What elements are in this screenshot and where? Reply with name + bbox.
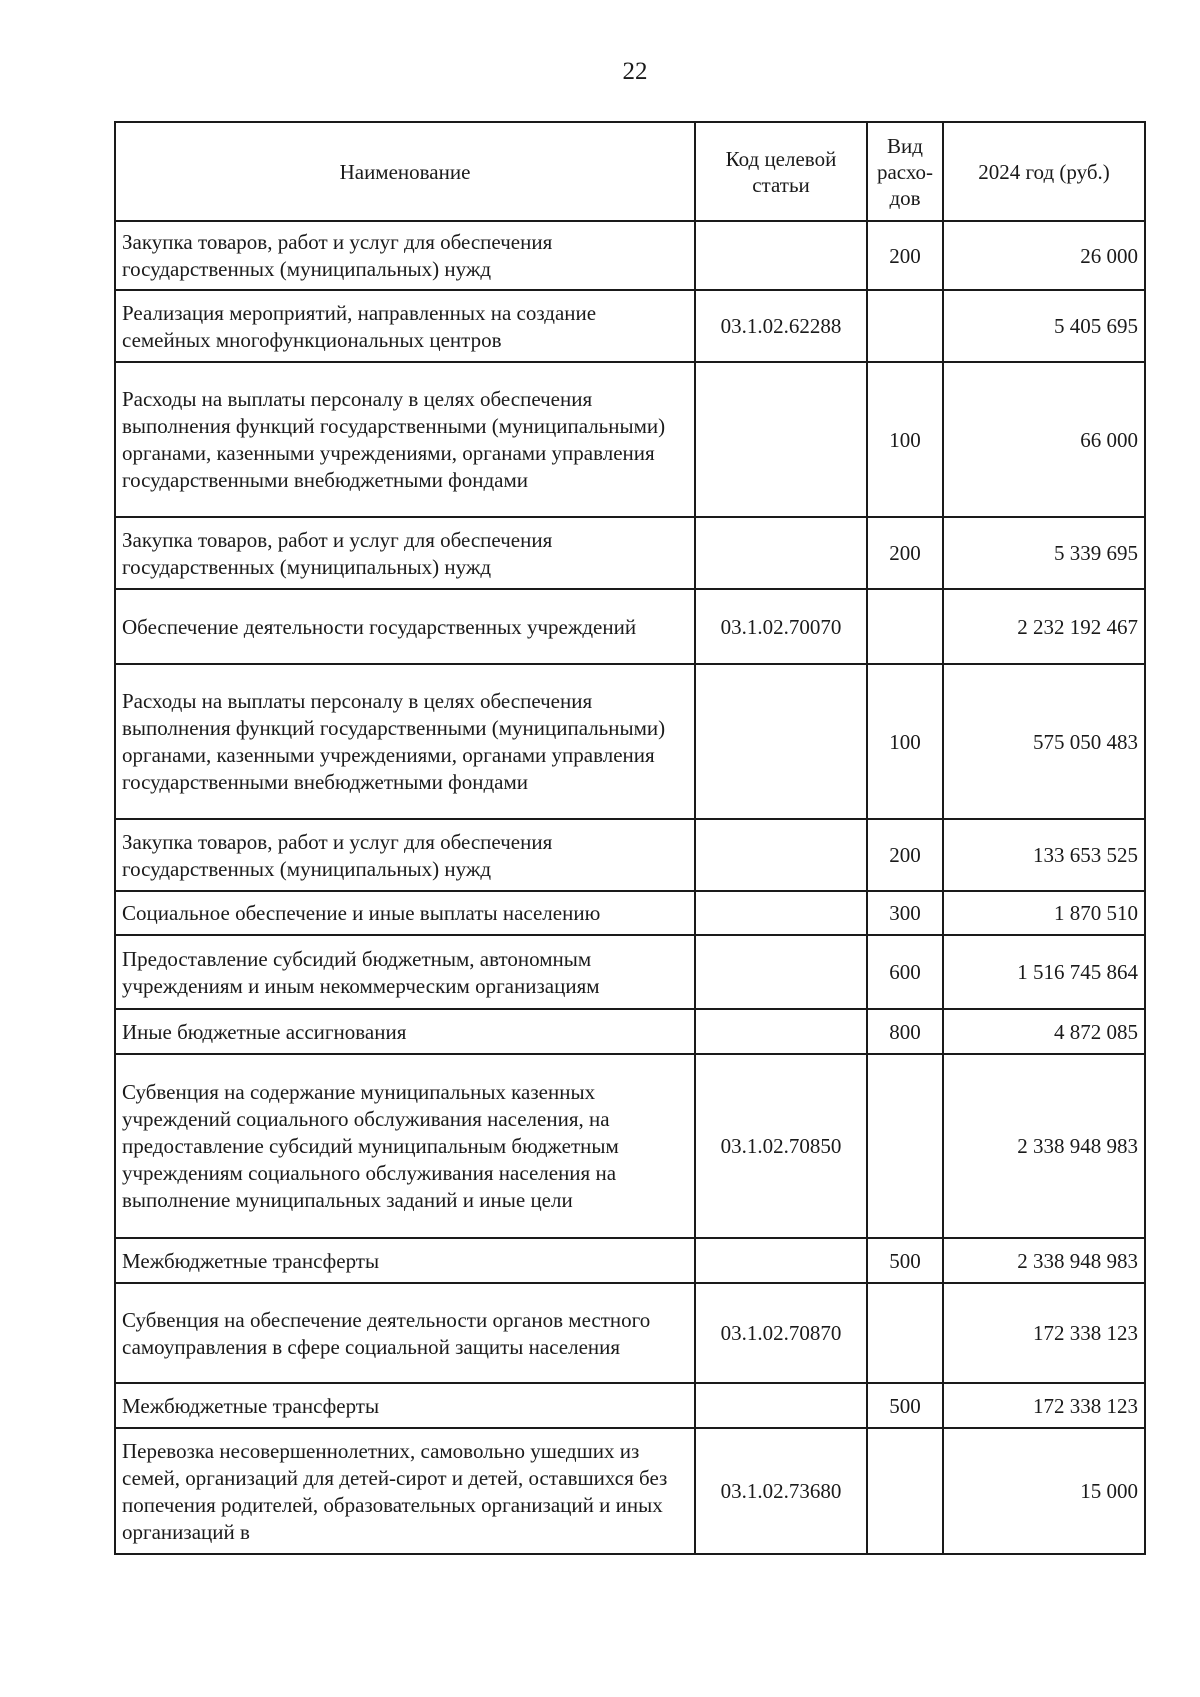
row-name: Межбюджетные трансферты — [115, 1238, 695, 1283]
header-row — [115, 122, 1145, 221]
table-row — [115, 664, 1145, 819]
header-sum: 2024 год (руб.) — [943, 122, 1145, 221]
row-kind: 100 — [867, 664, 943, 819]
row-kind — [867, 1283, 943, 1383]
row-code — [695, 664, 867, 819]
row-kind: 500 — [867, 1238, 943, 1283]
row-name: Реализация мероприятий, направленных на создание семейных многофункциональных центров — [115, 290, 695, 362]
table-row — [115, 1283, 1145, 1383]
row-kind: 800 — [867, 1009, 943, 1054]
row-sum: 2 338 948 983 — [943, 1054, 1145, 1238]
row-sum: 172 338 123 — [943, 1283, 1145, 1383]
row-kind: 100 — [867, 362, 943, 517]
row-code: 03.1.02.73680 — [695, 1428, 867, 1554]
row-sum: 133 653 525 — [943, 819, 1145, 891]
row-sum: 1 870 510 — [943, 891, 1145, 935]
row-code — [695, 221, 867, 290]
row-name: Закупка товаров, работ и услуг для обеспечения государственных (муниципальных) нужд — [115, 819, 695, 891]
row-kind — [867, 1054, 943, 1238]
table-row — [115, 290, 1145, 362]
row-name: Межбюджетные трансферты — [115, 1383, 695, 1428]
row-code — [695, 1238, 867, 1283]
header-code: Код целевой статьи — [695, 122, 867, 221]
row-name: Предоставление субсидий бюджетным, автономным учреждениям и иным некоммерческим организациям — [115, 935, 695, 1009]
table-row — [115, 362, 1145, 517]
row-kind: 200 — [867, 517, 943, 589]
row-name: Закупка товаров, работ и услуг для обеспечения государственных (муниципальных) нужд — [115, 517, 695, 589]
header-kind: Вид расхо-дов — [867, 122, 943, 221]
row-sum: 1 516 745 864 — [943, 935, 1145, 1009]
row-sum: 575 050 483 — [943, 664, 1145, 819]
row-code — [695, 517, 867, 589]
row-sum: 4 872 085 — [943, 1009, 1145, 1054]
row-kind — [867, 1428, 943, 1554]
row-name: Субвенция на содержание муниципальных казенных учреждений социального обслуживания населения, на предоставление субсидий муниципальным бюджетным учреждениям социального обслуживания населения на выполнение муниципальных заданий и иные цели — [115, 1054, 695, 1238]
row-name: Социальное обеспечение и иные выплаты населению — [115, 891, 695, 935]
row-code — [695, 362, 867, 517]
row-sum: 2 232 192 467 — [943, 589, 1145, 664]
row-code — [695, 1383, 867, 1428]
row-sum: 15 000 — [943, 1428, 1145, 1554]
table-row — [115, 891, 1145, 935]
row-kind — [867, 290, 943, 362]
row-kind: 200 — [867, 819, 943, 891]
row-name: Расходы на выплаты персоналу в целях обеспечения выполнения функций государственными (муниципальными) органами, казенными учреждениями, органами управления государственными внебюджетными фондами — [115, 362, 695, 517]
row-kind: 300 — [867, 891, 943, 935]
page-number: 22 — [622, 58, 648, 85]
row-sum: 66 000 — [943, 362, 1145, 517]
row-sum: 5 339 695 — [943, 517, 1145, 589]
table-row — [115, 1238, 1145, 1283]
row-sum: 2 338 948 983 — [943, 1238, 1145, 1283]
row-sum: 5 405 695 — [943, 290, 1145, 362]
row-code — [695, 1009, 867, 1054]
row-name: Перевозка несовершеннолетних, самовольно ушедших из семей, организаций для детей-сирот и детей, оставшихся без попечения родителей, образовательных организаций и иных организаций в — [115, 1428, 695, 1554]
table-row — [115, 1383, 1145, 1428]
row-code — [695, 819, 867, 891]
row-sum: 26 000 — [943, 221, 1145, 290]
table-row — [115, 819, 1145, 891]
row-name: Субвенция на обеспечение деятельности органов местного самоуправления в сфере социальной защиты населения — [115, 1283, 695, 1383]
table-row — [115, 221, 1145, 290]
table-row — [115, 935, 1145, 1009]
row-code — [695, 891, 867, 935]
table-row — [115, 517, 1145, 589]
row-name: Расходы на выплаты персоналу в целях обеспечения выполнения функций государственными (муниципальными) органами, казенными учреждениями, органами управления государственными внебюджетными фондами — [115, 664, 695, 819]
row-code — [695, 935, 867, 1009]
header-name: Наименование — [115, 122, 695, 221]
row-name: Иные бюджетные ассигнования — [115, 1009, 695, 1054]
row-kind: 600 — [867, 935, 943, 1009]
table-row — [115, 1054, 1145, 1238]
row-code: 03.1.02.70070 — [695, 589, 867, 664]
budget-table — [114, 121, 1146, 1555]
row-sum: 172 338 123 — [943, 1383, 1145, 1428]
row-kind: 200 — [867, 221, 943, 290]
row-name: Обеспечение деятельности государственных учреждений — [115, 589, 695, 664]
row-kind — [867, 589, 943, 664]
row-code: 03.1.02.70850 — [695, 1054, 867, 1238]
row-code: 03.1.02.70870 — [695, 1283, 867, 1383]
row-code: 03.1.02.62288 — [695, 290, 867, 362]
table-row — [115, 1009, 1145, 1054]
table-row — [115, 589, 1145, 664]
table-row — [115, 1428, 1145, 1554]
row-name: Закупка товаров, работ и услуг для обеспечения государственных (муниципальных) нужд — [115, 221, 695, 290]
row-kind: 500 — [867, 1383, 943, 1428]
